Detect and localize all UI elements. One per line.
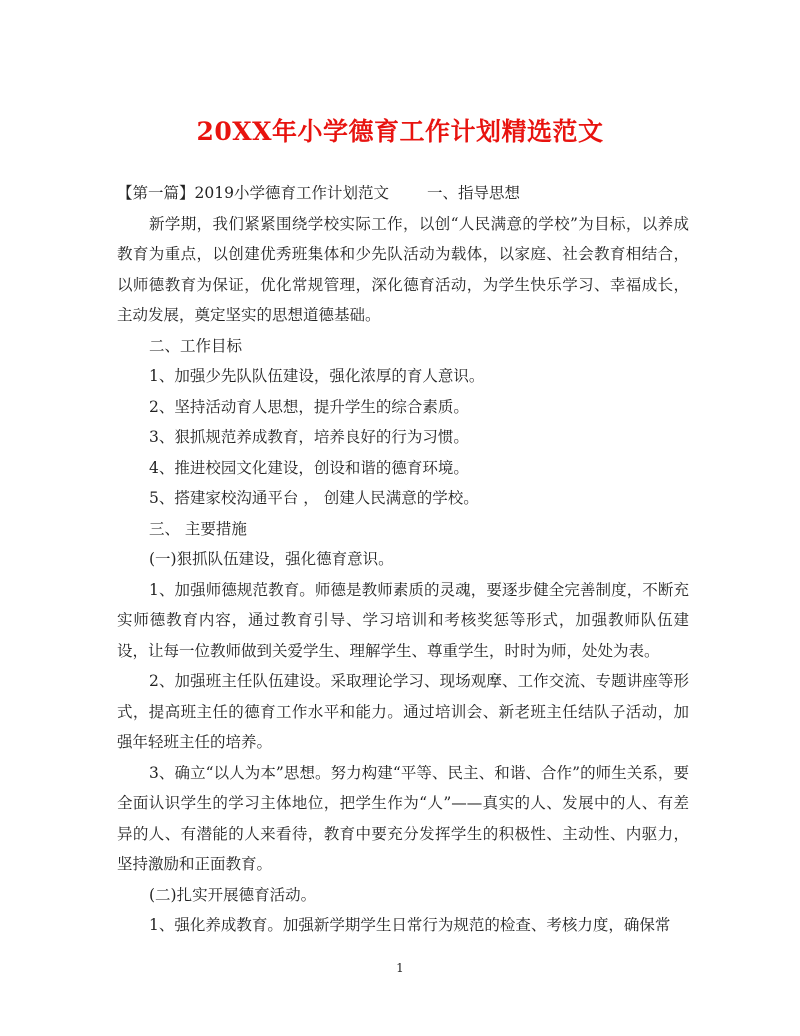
document-body bbox=[117, 178, 689, 941]
paragraph: 3、狠抓规范养成教育，培养良好的行为习惯。 bbox=[149, 428, 469, 446]
subheading: 一、指导思想 bbox=[426, 184, 520, 202]
paragraph: 新学期，我们紧紧围绕学校实际工作，以创“人民满意的学校”为目标，以养成教育为重点，以创建优秀班集体和少先队活动为载体，以家庭、社会教育相结合，以师德教育为保证，优化常规管理，深化德育活动，为学生快乐学习、幸福成长，主动发展，奠定坚实的思想道德基础。 bbox=[117, 214, 689, 324]
paragraph: 1、加强师德规范教育。师德是教师素质的灵魂，要逐步健全完善制度，不断充实师德教育内容，通过教育引导、学习培训和考核奖惩等形式，加强教师队伍建设，让每一位教师做到关爱学生、理解学生、尊重学生，时时为师，处处为表。 bbox=[117, 580, 689, 660]
section-tag: 【第一篇】2019小学德育工作计划范文 bbox=[117, 184, 389, 202]
paragraph: 三、 主要措施 bbox=[149, 519, 247, 538]
paragraph: 5、搭建家校沟通平台 ， 创建人民满意的学校。 bbox=[149, 489, 479, 507]
document-title: 20XX年小学德育工作计划精选范文 bbox=[196, 117, 604, 146]
page-number: 1 bbox=[396, 961, 404, 975]
paragraph: 二、工作目标 bbox=[149, 336, 243, 355]
paragraph: 4、推进校园文化建设，创设和谐的德育环境。 bbox=[149, 458, 469, 477]
paragraph: 1、强化养成教育。加强新学期学生日常行为规范的检查、考核力度，确保常 bbox=[149, 916, 671, 934]
paragraph: 2、加强班主任队伍建设。采取理论学习、现场观摩、工作交流、专题讲座等形式，提高班主任的德育工作水平和能力。通过培训会、新老班主任结队子活动，加强年轻班主任的培养。 bbox=[117, 672, 689, 751]
paragraph: 1、加强少先队队伍建设，强化浓厚的育人意识。 bbox=[149, 367, 485, 385]
heading-line bbox=[117, 178, 689, 209]
paragraph: (一)狠抓队伍建设，强化德育意识。 bbox=[149, 550, 394, 568]
paragraph: (二)扎实开展德育活动。 bbox=[149, 885, 317, 904]
paragraph: 2、坚持活动育人思想，提升学生的综合素质。 bbox=[149, 397, 469, 416]
paragraph: 3、确立“以人为本”思想。努力构建“平等、民主、和谐、合作”的师生关系，要全面认识学生的学习主体地位，把学生作为“人”——真实的人、发展中的人、有差异的人、有潜能的人来看待，教育中要充分发挥学生的积极性、主动性、内驱力，坚持激励和正面教育。 bbox=[117, 763, 689, 873]
